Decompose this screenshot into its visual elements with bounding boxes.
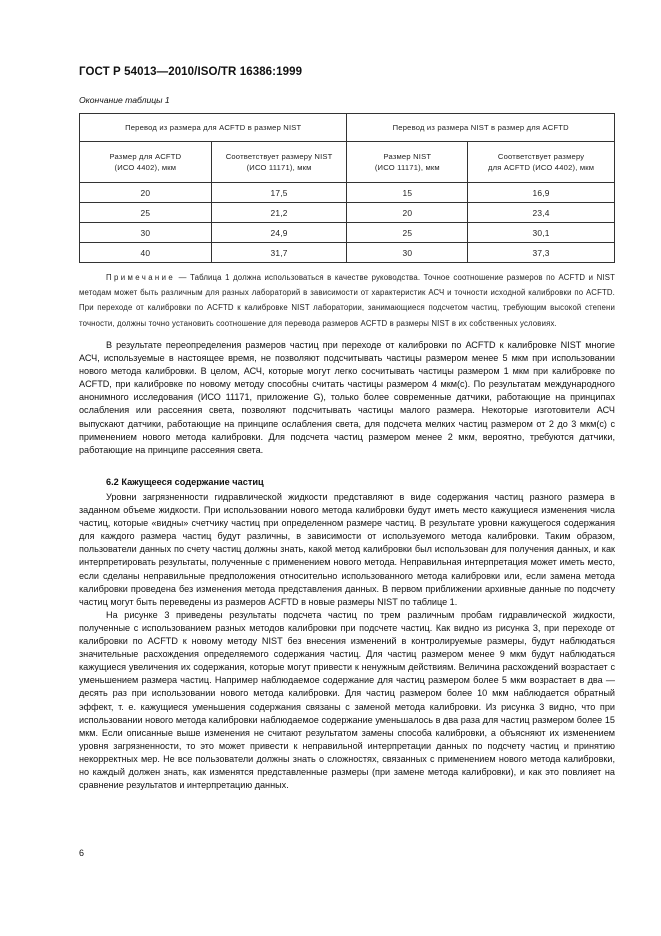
table-row (80, 243, 615, 263)
col-header-line: Соответствует размеру (497, 151, 585, 161)
paragraph-sensor-limits (79, 339, 615, 457)
table-cell: 20 (347, 203, 468, 223)
table-cell: 40 (80, 243, 212, 263)
table-group-header-row (80, 114, 615, 142)
table-cell: 25 (80, 203, 212, 223)
group-header-acftd-to-nist: Перевод из размера для ACFTD в размер NIST (80, 114, 347, 142)
col-header-line: (ИСО 11171), мкм (246, 163, 312, 172)
table-cell: 37,3 (468, 243, 615, 263)
table-cell: 16,9 (468, 183, 615, 203)
table-cell: 17,5 (211, 183, 347, 203)
table-cell: 30,1 (468, 223, 615, 243)
table-cell: 31,7 (211, 243, 347, 263)
paragraph-text: На рисунке 3 приведены результаты подсчета частиц по трем различным пробам гидравлической жидкости, полученные с использованием разных методов калибровки при подсчете частиц. Как видно из рисунка 3, при переходе от калибровки по ACFTD к новому методу NIST без внесения изменений в контролируемые размеры, будут наблюдаться значительные расхождения определяемого содержания частиц. Для частиц размером менее 9 мкм будут наблюдаться кажущиеся увеличения их содержания, которые могут привести к ненужным действиям. Величина расхождений возрастает с уменьшением размера частиц. Например наблюдаемое содержание для частиц размером более 5 мкм возрастает в два — десять раз при использовании нового метода калибровки. Для частиц размером более 10 мкм наблюдается обратный эффект, т. е. кажущиеся уменьшения содержания связаны с заменой метода калибровки. Из рисунка 3 видно, что при использовании нового метода калибровки наблюдаемое содержание уменьшалось в два раза для частиц размером более 15 мкм. Если описанные выше изменения не считают результатом замены способа калибровки, а объясняют их изменением уровня загрязненности, то это может привести к неправильной интерпретации данных по подсчету частиц и принятию некорректных мер. Не все пользователи должны знать о сложностях, связанных с применением нового метода калибровки, но каждый должен знать, как изменятся представленные размеры (при замене метода калибровки), и как это повлияет на сравнение результатов и интерпретацию данных. (79, 609, 615, 791)
col-header-nist-equivalent (211, 142, 347, 183)
table-row (80, 183, 615, 203)
table-cell: 20 (80, 183, 212, 203)
section-number: 6.2 (106, 477, 119, 487)
col-header-line: (ИСО 11171), мкм (374, 163, 440, 172)
col-header-nist-size (347, 142, 468, 183)
col-header-line: Размер NIST (383, 151, 432, 161)
section-title: Кажущееся содержание частиц (121, 477, 264, 487)
table-cell: 30 (347, 243, 468, 263)
section-heading (106, 477, 264, 487)
note-label: Примечание (106, 273, 176, 282)
group-header-nist-to-acftd: Перевод из размера NIST в размер для ACFTD (347, 114, 615, 142)
table-cell: 25 (347, 223, 468, 243)
document-header: ГОСТ Р 54013—2010/ISO/TR 16386:1999 (79, 66, 303, 78)
table-row (80, 203, 615, 223)
col-header-line: Соответствует размеру NIST (225, 151, 333, 161)
conversion-table (79, 113, 615, 263)
table-note (79, 270, 615, 331)
table-cell: 24,9 (211, 223, 347, 243)
col-header-acftd-equivalent (468, 142, 615, 183)
table-cell: 30 (80, 223, 212, 243)
table-cell: 21,2 (211, 203, 347, 223)
table-column-header-row (80, 142, 615, 183)
col-header-acftd-size (80, 142, 212, 183)
col-header-line: (ИСО 4402), мкм (114, 163, 177, 172)
table-row (80, 223, 615, 243)
paragraph-text: В результате переопределения размеров частиц при переходе от калибровки по АСFTD к калибровке NIST многие АСЧ, используемые в настоящее время, не позволяют подсчитывать частицы размером менее 5 мкм при использовании нового метода калибровки. В целом, АСЧ, которые могут легко сосчитывать частицы размером 1 мкм при калибровке по ACFTD, при калибровке по новому методу способны считать частицы размером 4 мкм(с). По результатам международного анонимного исследования (ИСО 11171, приложение G), только более современные датчики, работающие на принципах ослабления или рассеяния света, позволяют подсчитывать частицы малого размера. Некоторые изготовители АСЧ выпускают датчики, работающие на принципе ослабления света, для подсчета мелких частиц размером от 2 до 3 мкм(с) с применением нового метода калибровки. Для подсчета частиц размером менее 2 мкм, вероятно, требуются датчики, работающие на принципе рассеяния света. (79, 340, 615, 455)
page-number: 6 (79, 848, 85, 858)
table-cell: 23,4 (468, 203, 615, 223)
paragraph-text: Уровни загрязненности гидравлической жидкости представляют в виде содержания частиц разного размера в заданном объеме жидкости. При использовании нового метода калибровки будут иметь место кажущиеся изменения числа частиц, которые «видны» счетчику частиц при определенном размере частиц. В результате уровни кажущегося содержания для каждого размера частиц будут различны, в зависимости от используемого метода калибровки. Таким образом, пользователи данных по счету частиц должны знать, какой метод калибровки был использован для получения данных, и как интерпретировать результаты, полученные с применением нового метода. Неправильная интерпретация может иметь место, если сделаны неправильные предположения относительно использованного метода калибровки или, если замена метода калибровки проведена без изменения метода представления данных. В первом приближении архивные данные по подсчету частиц могут быть переведены из размеров ACFTD в новые размеры NIST по таблице 1. (79, 492, 615, 607)
table-cell: 15 (347, 183, 468, 203)
table-caption: Окончание таблицы 1 (79, 95, 170, 105)
col-header-line: для ACFTD (ИСО 4402), мкм (487, 163, 595, 172)
section-body (79, 491, 615, 792)
note-text: — Таблица 1 должна использоваться в качестве руководства. Точное соотношение размеров по ACFTD и NIST методам может быть различным для разных лабораторий в зависимости от характеристик АСЧ и точности исходной калибровки по ACFTD. При переходе от калибровки по ACFTD к калибровке NIST лаборатории, занимающиеся подсчетом частиц, требующим высокой степени точности, должны точно установить соотношение для перевода размеров ACFTD в размеры NIST в их собственных условиях. (79, 273, 615, 328)
col-header-line: Размер для ACFTD (109, 151, 182, 161)
